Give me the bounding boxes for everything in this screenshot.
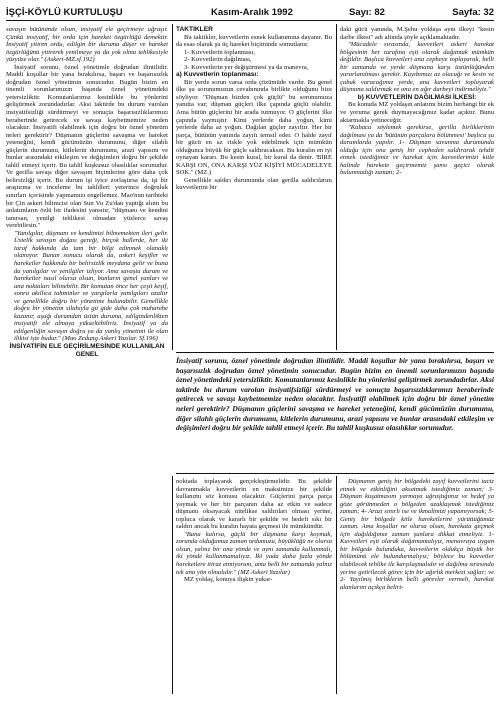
page-header xyxy=(6,6,494,21)
column-divider xyxy=(336,24,337,350)
paragraph: savaşın bütününde olsun, insiyatif ele geçirmeye uğraşır. Çünkü insiyatif, bir orda için hareket özgürlüğü demektir. İnsiyatif yitiren ordu, edilgin bir duruma düşer ve hareket özgürlüğünü yitirerek yenilmeye ya da yok olma tehlikesiyle yüzyüze olur." (Askeri-MZ.sf.192) xyxy=(6,26,168,64)
paragraph: Düşmanın geniş bir bölgedeki zayıf kuvvetlerini taciz etmek ve etkinliğini aksatmak istediğimiz zaman; 3-Düşman kuşatmasını yarmaya uğraştığımız ve hedef ya göze görünmeden o bölgeden uzaklaşmak istediğimiz zaman; 4- Arazi sınırlı ise ve ikmalimizi yapamıyorsak; 5- Geniş bir bölgede kitle hareketlerini yürüttüğümüz zaman. Ama koşullar ne olursa olsun, harekata geçmek için dağıldığımız zaman şunlara dikkat etmeliyiz. 1-Kuvvetleri eşit olarak dağıtmamalıyız, menavraya uygun bir bölgede bulunduka, kuvvetlerin oldukça büyük bir bölümünü ele bulundurmalıyız; böylece bu kuvvetler olabilecek tehlike ile karşılaşmalıdır ve dağılma sırasında yerine getirilecek görev için bir ağırlık merkezi sağlar; ve 2- Yayılmış birliklerin belli görevler vermeli, harekat alanlarını açıkça belirt- xyxy=(340,478,494,591)
section-heading: TAKTİKLER xyxy=(176,26,213,33)
article-column-1 xyxy=(6,26,168,696)
paragraph: noktada toplayarak gerçekleştirmelidir. Bu şekilde davranmakla kuvvetlerin en maksimize bir şekilde kullanımı söz konusu olacaktır. Güçlerini parça parça yaymak ve her bir parçanın daha az etkin ve sadece düşmanı oksayacak nitelikse saldırıları olması yerine, topluca olarak ve kararlı bir şekilde ve hedefi sıkı bir saldırı ancak bu kuralın hayata geçmesi ile mümkündür. xyxy=(176,478,332,531)
article-column-3-lower xyxy=(340,478,494,696)
paragraph: "Mücadele sırasında, kuvvetleri askeri harekat bölgesinin her tarafına eşit olarak dağıtmak mümkün değildir. Başlıca kuvvetleri ana cepheye toplayarak, belli bir zamanda ve yerde düşmana karşı üstünlüğünden yararlanılması gerekir. Kayıbımızı az olacağı ve kesin ve çabuk varacağımız yerde, ana kuvvetleri toplayarak düşmana saldırmak ve ona en ağır darbeyi indirmeliyiz." xyxy=(340,41,494,94)
section-heading: b) KUVVETLERİN DAĞILMASI İLKESİ: xyxy=(357,93,477,101)
issue-date: Kasım-Aralık 1992 xyxy=(211,7,293,18)
paragraph: daki gücü yanında, M.Şehu yoldaşa aynı ilkeyi "kesin darbe ilkesi" adı altında şöyle açıklamaktadır. xyxy=(340,26,494,41)
page-number: Sayfa: 32 xyxy=(452,7,494,18)
column-divider xyxy=(172,24,173,350)
article-column-3 xyxy=(340,26,494,350)
issue-number: Sayı: 82 xyxy=(349,7,385,18)
publication-title: İŞÇİ-KÖYLÜ KURTULUŞU xyxy=(6,7,123,18)
paragraph: 3- Kuvvetlerin yer değiştirmesi ya da manevra, xyxy=(184,63,309,71)
section-heading: İNSİYATİFİN ELE GEÇİRİLMESİNDE KULLANILAN GENEL xyxy=(9,342,165,358)
paragraph: Bir yerde sorun varsa orda çözümüde vardır. Bu genel ilke şu sorunumuzun cevabınında birlikte olduğunu bize söyliyor. "Düşman bizden çok güçlü" bu sorunumuza yanıtta var; düşman güçleri ilke çapında güçlü olabilir. Ama bütün güçlerini bir arada tutmuyor. O güçlerini ilke çapında yaymıştır. Kimi yerlerde daha yoğun, kimi yerlerde daha az yoğun. Dağılan güçler zayıftır. Her bir parça, bütünün yanında zayıfı temsil eder. O halde zayıf bir gücü en az riskle yok edebilmek için mümkün olduğunca büyük bir güçle saldıracaksın. Bu kuralın en iyi oynayan kararı. Bu kesin kural, bir kural da denir. 'BİRE KARŞI ON, ONA KARŞI YÜZ KİŞİYİ MÜCADELEYE SOK." (MZ.) xyxy=(176,78,332,177)
paragraph: "Kabaca söylemek gerekirse, gerilla birliklerinin dağılması ya da 'bütünün parçalara bölünmesi' başlıca şu durumlarda yapılır. 1- Düşman savunma durumunda olduğu için ona geniş bir cepheden saldırarak tehdit etmek istediğimiz ve harekat için kuvvetlerimizi kitle halinde harekete geçirmemiz şansı geçici olarak bulunmadığı zaman; 2- xyxy=(340,124,494,177)
paragraph: 1- Kuvvetlerin toplanması, xyxy=(184,48,255,56)
paragraph: MZ yoldaş, konuya ilişkin yukar- xyxy=(184,576,273,584)
section-heading: a) Kuvvetlerin toplanması: xyxy=(176,71,259,79)
paragraph: "Bana kalırsa, güçlü bir düşmana karşı koymak, zorunda olduğumuz zaman ordumuzu, büyüklüğü ne olursa olsun, yalnız bir ana yönde ve aynı zamanda kullanmalı, iki yönde kullanmamalıyız. İki yada daha fazla yönde hareketlere itiraz etmiyorum, ama belli bir zamanda yalnız tek ana yön olmalıdır." (MZ Askeri Yazılar) xyxy=(176,530,332,576)
paragraph: Genellikle saldırı durumunda olan gerilla saldırılarını kuvvetlerini bir xyxy=(176,176,332,192)
paragraph: 2- Kuvvetlerin dağılması, xyxy=(184,56,252,64)
column-divider xyxy=(336,476,337,694)
article-column-2-lower xyxy=(176,478,332,696)
paragraph: Bu konuda MZ yoldaşın anlatımı bizim herhangi bir ek ve yoruma gerek duymayacağımız kadar açıktır. Bunu aktarmakla yetineceğiz. xyxy=(340,101,494,124)
paragraph: İnsiyatif sorunu, öznel yönetimle doğrudan ilintilidir. Maddi koşullar bir yana bırakılırsa, başarı ve başarısızlık doğrudan öznel yönetimin sonucudur. Bugün bizim en önemli sorunlarımızın başında öznel yönetimdeki yetersizliktir. Komutanlarımız kesinlikle bu yönlerini geliştirmek zorundadırlar. Aksi taktirde bu durum varolan insiyatifsizliği sürdürmeyi ve sonuçta başarısızlıklarımızı beraberinde getirecek ve savaşı kaybetmemize neden olacaktır. İnsiyatifi olabilmek için doğru bir öznel yönetim neleri gerektirir? Düşmanın güçlerini savaşma ve hareket yeteneğini, kendi gücümüzün durumunu, diğer silahlı güçlerin durumunu, kitlelerin durumunu, arazi yapısını ve bunlar arasındaki etkileşim ve değişimleri doğru bir şekilde tahlil etmeyi içerir. Bu tahlil kuşkusuz olasılıklar sorunudur. Ve gerilla savaşı diğer savaşım biçimlerine göre daha çok belirsizliği içerir. Bu durum işi iyice zorlaştırsa da, işi bir araştırma ve inceleme bu tahlilleri yeterince doğruluk sınırları içerisinde yapmamızı engellemez. Mao'nun tarihteki bir Çin askeri bilimcisi olan Sun Vu Zu'dan yaptığı alıntı bu anlatımların özlü bir ifadesini yansıtır, "düşmanı ve kendini tanırsan, yenilgi tehlikesi olmadan yüzlerce savaş verebilirsin." xyxy=(6,63,168,230)
article-column-2 xyxy=(176,26,332,350)
paragraph: "Yanılgılar, düşmanı ve kendimizi bilmemekten ileri gelir. Üstelik savaşın doğası gereği, birçok hallerde, her iki taraf hakkında da tam bir bilgi edinmek olanaklı olamıyor. Bunun sonucu olarak da, askeri keşifler ve harekeiler hakkında bir belirsizlik meydana gelir ve buna da yanılgılar ve yenilgiler izliyor. Ama savaşta durum ve hareketler nasıl olursa olsun, bunların genel yanları ve ana noktaları bilinebilir. Bir komutan önce her çeşit keşif, sonra akıllıca tahminler ve yargılarla yanılgıları azaltır ve genellikle doğru bir yönetime bulunabilir. Genellikle doğru bir yönetim silahıyla gü gide daha çok muharebe kazanır, aşağı durumdan üstün duruma, edilgindenlikten insiyatifi ele almaya yükseltebiliriz. İnsiyatif ya da edilgenliğin savaşın doğru ya da yanlış yönetimi ile olan ilikisi işte budur." (Mao Zedung Askeri Yazılar. Sf.196) xyxy=(14,229,168,343)
column-divider xyxy=(172,476,173,694)
paragraph: Bu taktikler, kuvvetlerin esnek kullanımına dayanır. Bu da esas olarak şu üç hareket biçiminde somutlanır. xyxy=(176,33,332,49)
pull-quote: İnsiyatif sorunu, öznel yönetimle doğrudan ilintilidir. Maddi koşullar bir yana bırakılırsa, başarı ve başarısızlık doğrudan öznel yönetimin sonucudur. Bugün bizim en önemli sorunlarımızın başında öznel yönetimdeki yetersizliktir. Komutanlarımız kesinlikle bu yönlerini geliştirmek zorundadırlar. Aksi taktirde bu durum varolan insiyatifsizliği sürdürmeyi ve sonuçta başarısızlıklarımızı beraberinde getirecek ve savaşı kaybetmemize neden olacaktır. İnsiyatifi olabilmek için doğru bir öznel yönetim neleri gerektirir? Düşmanın güçlerini savaşma ve hareket yeteneğini, kendi gücümüzün durumunu, diğer silahlı güçlerin durumunu, kitlelerin durumunu, arazi yapısını ve bunlar arasındaki etkileşim ve değişimleri doğru bir şekilde tahlil etmeyi içerir. Bu tahlil kuşkusuz olasılıklar sorunudur. xyxy=(176,352,494,474)
